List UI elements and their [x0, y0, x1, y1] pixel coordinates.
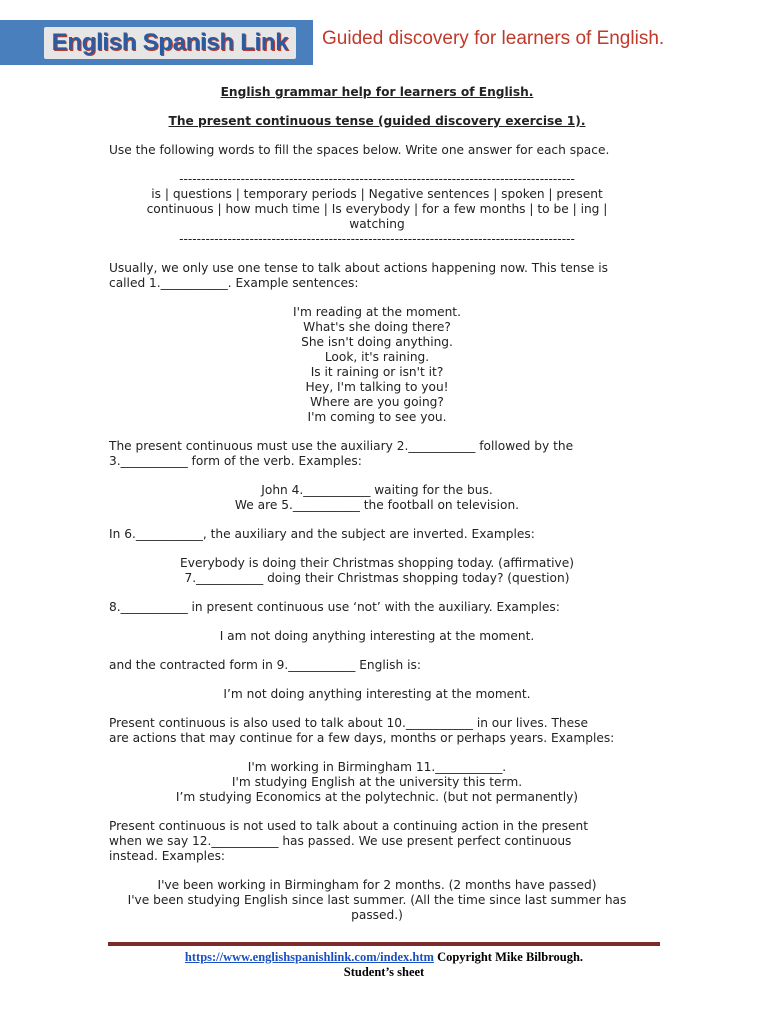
- paragraph-1: [109, 261, 645, 291]
- paragraph-7: [109, 819, 645, 864]
- example-sentence: 7.___________ doing their Christmas shopping today? (question): [184, 571, 570, 585]
- word-bank-top-rule: ------------------------------------------------------------------------------------------: [179, 172, 575, 186]
- example-list-6: [109, 760, 645, 805]
- doc-title: English grammar help for learners of English.: [220, 85, 534, 99]
- footer-divider: [108, 942, 660, 946]
- logo-banner: [0, 20, 313, 65]
- paragraph-6: [109, 716, 645, 746]
- paragraph-line: called 1.___________. Example sentences:: [109, 276, 359, 290]
- paragraph-3: In 6.___________, the auxiliary and the subject are inverted. Examples:: [109, 527, 535, 541]
- paragraph-5: and the contracted form in 9.___________ English is:: [109, 658, 421, 672]
- example-sentence: I’m not doing anything interesting at the moment.: [223, 687, 531, 701]
- sheet-label: Student’s sheet: [343, 965, 425, 979]
- logo-text: English Spanish Link: [51, 29, 289, 56]
- example-sentence: I've been studying English since last summer. (All the time since last summer has: [127, 893, 627, 907]
- example-sentence: John 4.___________ waiting for the bus.: [261, 483, 493, 497]
- instructions: Use the following words to fill the spaces below. Write one answer for each space.: [109, 143, 610, 157]
- doc-subtitle: The present continuous tense (guided discovery exercise 1).: [168, 114, 586, 128]
- example-sentence: She isn't doing anything.: [301, 335, 453, 349]
- footer-credit-line: [108, 950, 660, 965]
- example-sentence: I'm studying English at the university this term.: [231, 775, 523, 789]
- paragraph-line: are actions that may continue for a few days, months or perhaps years. Examples:: [109, 731, 615, 745]
- example-sentence: Everybody is doing their Christmas shopping today. (affirmative): [180, 556, 574, 570]
- paragraph-line: when we say 12.___________ has passed. We use present perfect continuous: [109, 834, 572, 848]
- word-bank: [109, 172, 645, 247]
- header-tagline: Guided discovery for learners of English.: [322, 28, 665, 49]
- paragraph-line: instead. Examples:: [109, 849, 226, 863]
- example-sentence: I'm reading at the moment.: [293, 305, 461, 319]
- example-sentence: Where are you going?: [310, 395, 444, 409]
- example-sentence: passed.): [351, 908, 403, 922]
- example-sentence: What's she doing there?: [303, 320, 451, 334]
- paragraph-line: Usually, we only use one tense to talk about actions happening now. This tense is: [109, 261, 608, 275]
- paragraph-line: Present continuous is also used to talk about 10.___________ in our lives. These: [109, 716, 588, 730]
- paragraph-line: The present continuous must use the auxiliary 2.___________ followed by the: [109, 439, 574, 453]
- example-sentence: I've been working in Birmingham for 2 months. (2 months have passed): [157, 878, 597, 892]
- paragraph-4: 8.___________ in present continuous use ‘not’ with the auxiliary. Examples:: [109, 600, 560, 614]
- example-list-1: [109, 305, 645, 425]
- copyright-text: Copyright Mike Bilbrough.: [433, 950, 584, 964]
- example-sentence: We are 5.___________ the football on television.: [234, 498, 520, 512]
- page-footer: [108, 950, 660, 980]
- word-bank-bottom-rule: ------------------------------------------------------------------------------------------: [179, 232, 575, 246]
- word-bank-line: continuous | how much time | Is everybody | for a few months | to be | ing |: [146, 202, 608, 216]
- word-bank-line: watching: [349, 217, 405, 231]
- example-sentence: I am not doing anything interesting at the moment.: [219, 629, 535, 643]
- example-sentence: I’m studying Economics at the polytechnic. (but not permanently): [175, 790, 579, 804]
- paragraph-2: [109, 439, 645, 469]
- example-sentence: Hey, I'm talking to you!: [305, 380, 449, 394]
- logo-plate: [44, 27, 296, 59]
- example-sentence: I'm coming to see you.: [307, 410, 447, 424]
- paragraph-line: 3.___________ form of the verb. Examples:: [109, 454, 362, 468]
- example-sentence: Is it raining or isn't it?: [310, 365, 444, 379]
- word-bank-line: is | questions | temporary periods | Negative sentences | spoken | present: [151, 187, 603, 201]
- example-list-2: [109, 483, 645, 513]
- document-body: [109, 85, 645, 923]
- website-link[interactable]: https://www.englishspanishlink.com/index.htm: [184, 950, 434, 964]
- example-sentence: Look, it's raining.: [324, 350, 430, 364]
- example-sentence: I'm working in Birmingham 11.___________.: [247, 760, 507, 774]
- example-list-7: [109, 878, 645, 923]
- example-list-3: [109, 556, 645, 586]
- paragraph-line: Present continuous is not used to talk about a continuing action in the present: [109, 819, 588, 833]
